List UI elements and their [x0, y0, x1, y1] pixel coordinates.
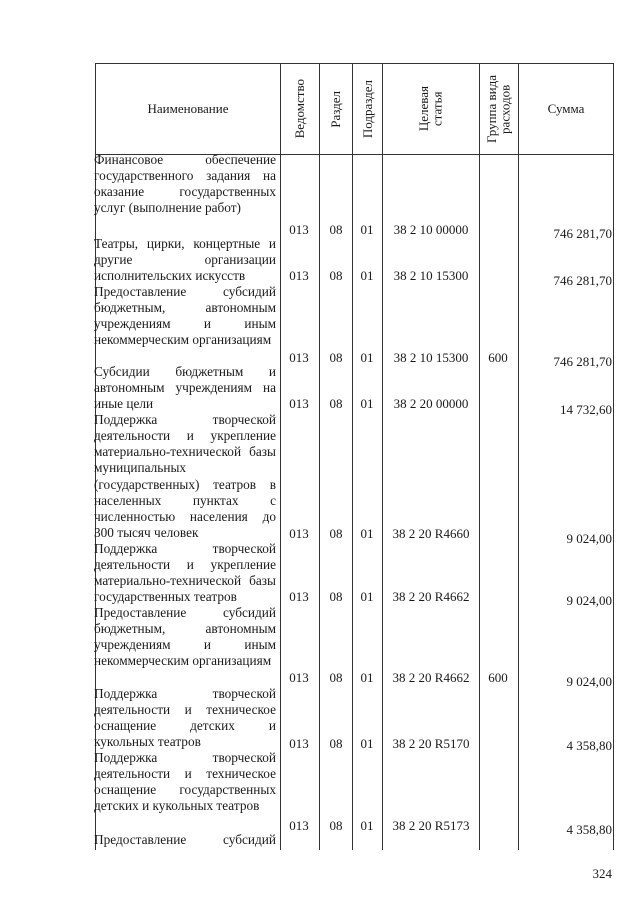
row-razdel: 08 [329, 396, 343, 411]
row-name: Поддержка творческой деятельности и техническое оснащение детских и кукольных театров [94, 686, 276, 750]
header-summa: Сумма [547, 101, 585, 117]
row-podrazdel: 01 [360, 222, 374, 237]
row-razdel: 08 [329, 350, 343, 365]
row-vedomstvo: 013 [289, 818, 309, 833]
header-celevaya-statya: Целевая статья [416, 86, 445, 132]
row-razdel: 08 [329, 526, 343, 541]
row-celevaya-statya: 38 2 20 00000 [393, 396, 469, 411]
row-celevaya-statya: 38 2 10 15300 [393, 350, 469, 365]
row-name: Субсидии бюджетным и автономным учреждениям на иные цели [94, 364, 276, 412]
row-summa: 4 358,80 [566, 822, 612, 837]
row-summa: 746 281,70 [553, 226, 612, 241]
row-gruppa: 600 [488, 670, 508, 685]
row-podrazdel: 01 [360, 396, 374, 411]
row-podrazdel: 01 [360, 589, 374, 604]
row-summa: 14 732,60 [560, 402, 612, 417]
row-razdel: 08 [329, 670, 343, 685]
row-podrazdel: 01 [360, 818, 374, 833]
row-name: Финансовое обеспечение государственного задания на оказание государственных услуг (выполнение работ) [94, 152, 276, 216]
col-divider-podrazdel [352, 63, 353, 850]
row-razdel: 08 [329, 818, 343, 833]
row-summa: 9 024,00 [566, 531, 612, 546]
row-celevaya-statya: 38 2 10 15300 [393, 268, 469, 283]
row-gruppa: 600 [488, 350, 508, 365]
row-podrazdel: 01 [360, 268, 374, 283]
row-name: Поддержка творческой деятельности и укрепление материально-технической базы муниципальных (государственных) театров в населенных пунктах с численностью населения до 300 тысяч человек [94, 412, 276, 541]
row-podrazdel: 01 [360, 350, 374, 365]
row-summa: 9 024,00 [566, 674, 612, 689]
col-divider-gruppa [479, 63, 480, 850]
row-summa: 746 281,70 [553, 354, 612, 369]
row-vedomstvo: 013 [289, 736, 309, 751]
header-podrazdel: Подраздел [359, 79, 375, 139]
row-celevaya-statya: 38 2 10 00000 [393, 222, 469, 237]
row-razdel: 08 [329, 736, 343, 751]
col-divider-celevaya [382, 63, 383, 850]
header-razdel: Раздел [328, 90, 344, 128]
row-celevaya-statya: 38 2 20 R5173 [392, 818, 470, 833]
row-summa: 4 358,80 [566, 738, 612, 753]
table-right-border [613, 63, 614, 850]
row-vedomstvo: 013 [289, 589, 309, 604]
row-razdel: 08 [329, 268, 343, 283]
row-summa: 746 281,70 [553, 273, 612, 288]
header-name: Наименование [147, 101, 229, 117]
row-name: Театры, цирки, концертные и другие организации исполнительских искусств [94, 236, 276, 284]
row-name: Поддержка творческой деятельности и техническое оснащение государственных детских и кукольных театров [94, 750, 276, 814]
row-vedomstvo: 013 [289, 350, 309, 365]
row-name: Предоставление субсидий бюджетным, автономным учреждениям и иным некоммерческим организациям [94, 605, 276, 669]
col-divider-summa [518, 63, 519, 850]
row-razdel: 08 [329, 222, 343, 237]
row-summa: 9 024,00 [566, 593, 612, 608]
row-celevaya-statya: 38 2 20 R5170 [392, 736, 470, 751]
row-name: Предоставление субсидий [94, 832, 276, 847]
row-vedomstvo: 013 [289, 670, 309, 685]
row-podrazdel: 01 [360, 526, 374, 541]
row-podrazdel: 01 [360, 670, 374, 685]
row-vedomstvo: 013 [289, 222, 309, 237]
header-vedomstvo: Ведомство [292, 79, 308, 139]
header-gruppa-vida-rashodov: Группа вида расходов [484, 75, 513, 143]
row-celevaya-statya: 38 2 20 R4660 [392, 526, 470, 541]
row-name: Поддержка творческой деятельности и укрепление материально-технической базы государственных театров [94, 541, 276, 605]
row-razdel: 08 [329, 589, 343, 604]
row-celevaya-statya: 38 2 20 R4662 [392, 589, 470, 604]
col-divider-razdel [319, 63, 320, 850]
row-podrazdel: 01 [360, 736, 374, 751]
row-vedomstvo: 013 [289, 396, 309, 411]
row-name: Предоставление субсидий бюджетным, автономным учреждениям и иным некоммерческим организациям [94, 284, 276, 348]
page-number: 324 [592, 866, 612, 881]
row-vedomstvo: 013 [289, 526, 309, 541]
row-vedomstvo: 013 [289, 268, 309, 283]
row-celevaya-statya: 38 2 20 R4662 [392, 670, 470, 685]
col-divider-vedomstvo [280, 63, 281, 850]
